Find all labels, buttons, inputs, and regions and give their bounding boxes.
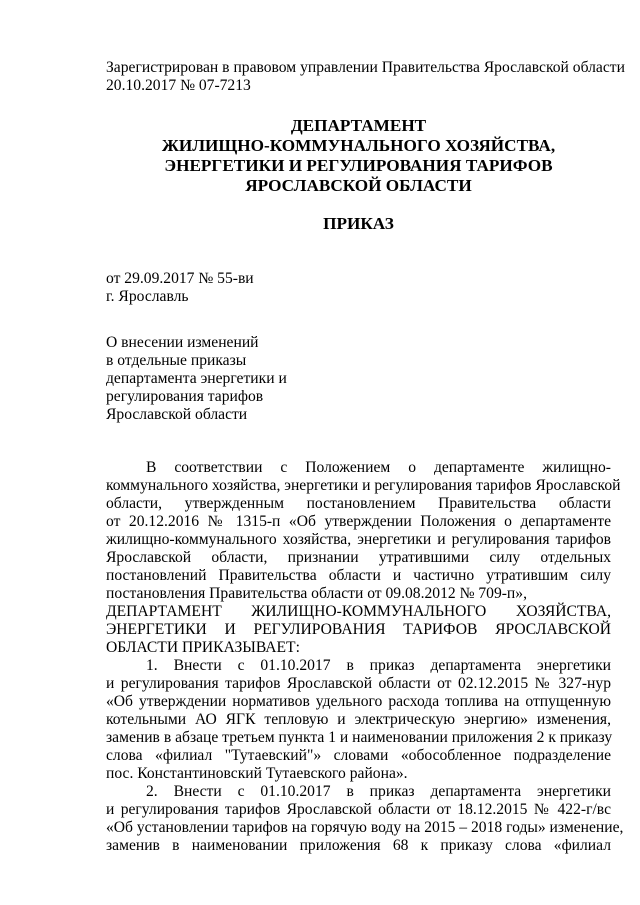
document-type-title: ПРИКАЗ (323, 214, 394, 233)
body-line: от 20.12.2016 № 1315-п «Об утверждении Положения о департаменте (106, 513, 611, 530)
subject-line: Ярославской области (106, 406, 248, 423)
subject-line: регулирования тарифов (106, 388, 264, 405)
body-line: котельными АО ЯГК тепловую и электрическую энергию» изменения, (106, 711, 611, 728)
body-line: ДЕПАРТАМЕНТ ЖИЛИЩНО-КОММУНАЛЬНОГО ХОЗЯЙСТВА, (106, 603, 611, 620)
body-line: «Об установлении тарифов на горячую воду на 2015 – 2018 годы» изменение, (106, 819, 624, 836)
body-line: и регулирования тарифов Ярославской области от 18.12.2015 № 422-г/вс (106, 801, 611, 818)
body-line: коммунального хозяйства, энергетики и регулирования тарифов Ярославской (106, 477, 621, 494)
body-line: жилищно-коммунального хозяйства, энергетики и регулирования тарифов (106, 531, 611, 548)
body-line: постановлений Правительства области и частично утратившим силу (106, 567, 611, 584)
body-line: области, утвержденным постановлением Правительства области (106, 495, 611, 512)
body-line: заменив в наименовании приложения 68 к приказу слова «филиал (106, 837, 611, 854)
header-line-4: ЯРОСЛАВСКОЙ ОБЛАСТИ (245, 176, 472, 195)
header-line-1: ДЕПАРТАМЕНТ (290, 116, 427, 135)
header-line-3: ЭНЕРГЕТИКИ И РЕГУЛИРОВАНИЯ ТАРИФОВ (164, 156, 553, 175)
body-line: и регулирования тарифов Ярославской области от 02.12.2015 № 327-нур (106, 675, 611, 692)
body-line: ЭНЕРГЕТИКИ И РЕГУЛИРОВАНИЯ ТАРИФОВ ЯРОСЛАВСКОЙ (106, 621, 611, 638)
registration-line-2: 20.10.2017 № 07-7213 (106, 77, 251, 94)
body-line: 2. Внести с 01.10.2017 в приказ департамента энергетики (146, 783, 611, 800)
body-line: «Об утверждении нормативов удельного расхода топлива на отпущенную (106, 693, 611, 710)
registration-line-1: Зарегистрирован в правовом управлении Правительства Ярославской области (106, 59, 625, 76)
subject-line: в отдельные приказы (106, 352, 247, 369)
body-line: слова «филиал "Тутаевский"» словами «обособленное подразделение (106, 747, 611, 764)
body-line: ОБЛАСТИ ПРИКАЗЫВАЕТ: (106, 639, 300, 656)
order-city: г. Ярославль (106, 288, 189, 305)
header-line-2: ЖИЛИЩНО-КОММУНАЛЬНОГО ХОЗЯЙСТВА, (161, 136, 556, 155)
order-date-number: от 29.09.2017 № 55-ви (106, 270, 254, 287)
body-line: Ярославской области, признании утратившими силу отдельных (106, 549, 611, 566)
body-line: заменив в абзаце третьем пункта 1 и наименовании приложения 2 к приказу (106, 729, 613, 746)
subject-line: департамента энергетики и (106, 370, 287, 387)
subject-line: О внесении изменений (106, 334, 259, 351)
body-line: постановления Правительства области от 09.08.2012 № 709-п», (106, 585, 527, 602)
body-line: пос. Константиновский Тутаевского района». (106, 765, 408, 782)
body-line: 1. Внести с 01.10.2017 в приказ департамента энергетики (146, 657, 611, 674)
body-line: В соответствии с Положением о департаменте жилищно- (146, 459, 611, 476)
